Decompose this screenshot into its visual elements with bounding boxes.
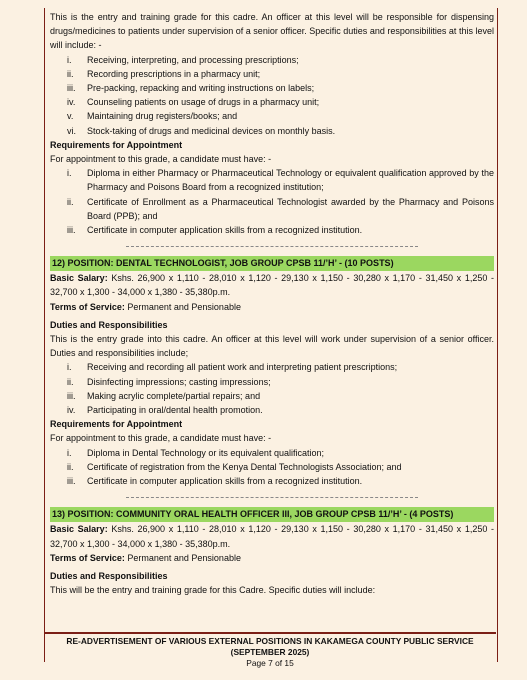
list-item-text: Certificate in computer application skills from a recognized institution. [87,476,363,487]
list-item-number: i. [67,447,72,458]
list-item-number: i. [67,362,72,373]
section-divider [126,488,418,498]
section12-requirements-list [50,446,494,489]
list-item-text: Recording prescriptions in a pharmacy unit; [87,68,261,79]
section13-heading: 13) POSITION: COMMUNITY ORAL HEALTH OFFICER III, JOB GROUP CPSB 11/’H’ - (4 POSTS) [50,507,494,522]
list-item [50,124,494,138]
list-item-text: Diploma in Dental Technology or its equivalent qualification; [87,447,324,458]
list-item [50,474,494,488]
list-item [50,460,494,474]
page-content [50,10,494,597]
page-number: Page 7 of 15 [246,658,294,668]
section11-duties-list [50,53,494,138]
section13-terms [50,551,494,565]
section13-salary [50,522,494,550]
page-footer [44,636,496,669]
list-item [50,403,494,417]
section12-terms [50,300,494,314]
terms-text: Permanent and Pensionable [124,552,241,563]
list-item [50,375,494,389]
list-item-number: v. [67,111,74,122]
list-item-number: i. [67,54,72,65]
list-item-number: iv. [67,97,76,108]
list-item [50,446,494,460]
section11-req-intro: For appointment to this grade, a candidate must have: - [50,154,272,165]
list-item-text: Certificate of Enrollment as a Pharmaceutical Technologist awarded by the Pharmacy and Poisons Board (PPB); and [87,196,494,221]
terms-text: Permanent and Pensionable [124,301,241,312]
list-item-number: iii. [67,83,76,94]
list-item-text: Pre-packing, repacking and writing instructions on labels; [87,83,315,94]
list-item-text: Making acrylic complete/partial repairs; and [87,390,261,401]
section12-req-intro: For appointment to this grade, a candidate must have: - [50,433,272,444]
section11-requirements-list [50,166,494,237]
salary-text: Kshs. 26,900 x 1,110 - 28,010 x 1,120 - 29,130 x 1,150 - 30,280 x 1,170 - 31,450 x 1,250 - 32,700 x 1,300 - 34,000 x 1,380 - 35,380p.m. [50,524,494,549]
section-divider [126,237,418,247]
salary-text: Kshs. 26,900 x 1,110 - 28,010 x 1,120 - 29,130 x 1,150 - 30,280 x 1,170 - 31,450 x 1,250 - 32,700 x 1,300 - 34,000 x 1,380 - 35,380p.m. [50,273,494,298]
list-item [50,360,494,374]
list-item-number: vi. [67,125,76,136]
section13-duties-intro: This will be the entry and training grade for this Cadre. Specific duties will include: [50,585,376,596]
list-item-number: iii. [67,476,76,487]
list-item [50,223,494,237]
section12-duties-list [50,360,494,417]
list-item-text: Counseling patients on usage of drugs in a pharmacy unit; [87,97,320,108]
list-item [50,195,494,223]
terms-label: Terms of Service: [50,552,125,563]
list-item-text: Maintaining drug registers/books; and [87,111,238,122]
section13-duties-heading: Duties and Responsibilities [50,570,168,581]
list-item [50,389,494,403]
section12-duties-heading: Duties and Responsibilities [50,319,168,330]
section12-duties-intro: This is the entry grade into this cadre. An officer at this level will work under supervision of a senior officer. Duties and responsibilities include; [50,334,494,359]
list-item-text: Stock-taking of drugs and medicinal devices on monthly basis. [87,125,336,136]
list-item [50,95,494,109]
section12-salary [50,271,494,299]
list-item [50,109,494,123]
section12-heading: 12) POSITION: DENTAL TECHNOLOGIST, JOB GROUP CPSB 11/’H’ - (10 POSTS) [50,256,494,271]
list-item-number: ii. [67,376,74,387]
list-item-text: Participating in oral/dental health promotion. [87,405,263,416]
list-item-number: iv. [67,405,76,416]
footer-rule [44,632,496,634]
list-item-text: Certificate in computer application skills from a recognized institution. [87,225,363,236]
list-item-number: iii. [67,225,76,236]
list-item [50,81,494,95]
salary-label: Basic Salary: [50,524,108,535]
list-item [50,166,494,194]
list-item-text: Certificate of registration from the Kenya Dental Technologists Association; and [87,461,402,472]
list-item-number: ii. [67,461,74,472]
list-item-number: iii. [67,390,76,401]
list-item [50,67,494,81]
list-item-text: Diploma in either Pharmacy or Pharmaceutical Technology or equivalent qualification approved by the Pharmacy and Poisons Board from a recognized institution; [87,168,494,193]
salary-label: Basic Salary: [50,273,108,284]
section11-intro: This is the entry and training grade for this cadre. An officer at this level will be responsible for dispensing drugs/medicines to patients under supervision of a senior officer. Specific duties and responsibilities at this level will include: - [50,12,494,51]
list-item [50,53,494,67]
list-item-number: i. [67,168,72,179]
section11-req-heading: Requirements for Appointment [50,139,183,150]
footer-title: RE-ADVERTISEMENT OF VARIOUS EXTERNAL POSITIONS IN KAKAMEGA COUNTY PUBLIC SERVICE (SEPTEMBER 2025) [66,636,474,657]
terms-label: Terms of Service: [50,301,125,312]
section12-req-heading: Requirements for Appointment [50,419,183,430]
list-item-text: Receiving and recording all patient work and interpreting patient prescriptions; [87,362,398,373]
list-item-text: Receiving, interpreting, and processing prescriptions; [87,54,299,65]
list-item-text: Disinfecting impressions; casting impressions; [87,376,271,387]
list-item-number: ii. [67,196,74,207]
list-item-number: ii. [67,68,74,79]
